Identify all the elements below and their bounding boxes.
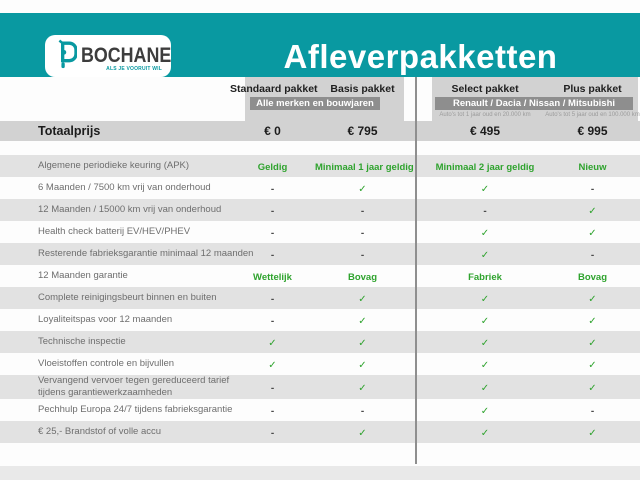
row-label: 12 Maanden garantie <box>38 270 128 282</box>
cell-basis <box>315 333 410 351</box>
cell-plus <box>545 378 640 396</box>
dash-icon: - <box>270 316 275 327</box>
cell-plus <box>545 179 640 197</box>
dash-icon: - <box>270 250 275 261</box>
table-row <box>0 399 640 421</box>
table-row <box>0 309 640 331</box>
cell-basis <box>315 289 410 307</box>
cell-basis <box>315 378 410 396</box>
badge-alle-merken: Alle merken en bouwjaren <box>250 97 380 110</box>
cell-select <box>425 245 545 263</box>
column-select-pakket: Select pakket <box>451 82 519 95</box>
dash-icon: - <box>360 228 365 239</box>
dash-icon: - <box>360 405 365 417</box>
logo-wordmark: BOCHANE <box>81 44 172 67</box>
check-icon: ✓ <box>480 405 490 417</box>
cell-text: Nieuw <box>578 162 607 173</box>
dash-icon: - <box>590 405 595 417</box>
cell-plus <box>545 267 640 285</box>
cell-text: Bovag <box>347 272 378 283</box>
cell-select <box>425 355 545 373</box>
row-label: Vloeistoffen controle en bijvullen <box>38 358 175 370</box>
check-icon: ✓ <box>358 382 367 394</box>
price-plus: € 995 <box>577 124 608 138</box>
check-icon: ✓ <box>358 427 367 439</box>
column-plus-pakket: Plus pakket <box>563 82 622 95</box>
dash-icon: - <box>270 228 275 239</box>
rows-container <box>0 155 640 443</box>
cell-basis <box>315 245 410 263</box>
cell-select <box>425 401 545 419</box>
check-icon: ✓ <box>480 184 490 195</box>
check-icon: ✓ <box>588 382 597 394</box>
check-icon: ✓ <box>358 184 367 195</box>
row-label: 6 Maanden / 7500 km vrij van onderhoud <box>38 182 211 194</box>
check-icon: ✓ <box>480 228 490 239</box>
cell-select <box>425 311 545 329</box>
cell-basis <box>315 157 414 175</box>
cell-standaard <box>230 267 315 285</box>
badge-renault-dacia-nissan-mitsubishi: Renault / Dacia / Nissan / Mitsubishi <box>435 97 633 110</box>
dash-icon: - <box>590 184 595 195</box>
cell-select <box>425 201 545 219</box>
cell-plus <box>545 423 640 441</box>
check-icon: ✓ <box>588 427 597 439</box>
cell-select <box>425 157 545 175</box>
column-divider <box>415 77 417 464</box>
cell-standaard <box>230 157 315 175</box>
total-label: Totaalprijs <box>38 124 101 138</box>
total-price-row <box>0 122 640 140</box>
dash-icon: - <box>270 382 275 394</box>
check-icon: ✓ <box>358 294 367 305</box>
check-icon: ✓ <box>588 316 597 327</box>
table-row <box>0 199 640 221</box>
row-label: Pechhulp Europa 24/7 tijdens fabrieksgarantie <box>38 403 233 415</box>
logo-tagline: ALS JE VOORUIT WIL <box>106 66 162 72</box>
check-icon: ✓ <box>480 250 490 261</box>
cell-basis <box>315 223 410 241</box>
check-icon: ✓ <box>588 228 597 239</box>
cell-standaard <box>230 423 315 441</box>
check-icon: ✓ <box>480 338 490 349</box>
table-row <box>0 155 640 177</box>
check-icon: ✓ <box>480 427 490 439</box>
cell-select <box>425 223 545 241</box>
note-plus-pakket: Auto's tot 5 jaar oud en 100.000 km <box>545 112 640 118</box>
cell-select <box>425 423 545 441</box>
row-label: Loyaliteitspas voor 12 maanden <box>38 314 173 326</box>
dash-icon: - <box>270 405 275 417</box>
table-row <box>0 353 640 375</box>
cell-select <box>425 378 545 396</box>
table-row <box>0 421 640 443</box>
cell-select <box>425 333 545 351</box>
check-icon: ✓ <box>358 338 367 349</box>
cell-standaard <box>230 311 315 329</box>
cell-standaard <box>230 401 315 419</box>
cell-plus <box>545 223 640 241</box>
column-header-row <box>0 81 640 96</box>
check-icon: ✓ <box>268 360 277 371</box>
cell-standaard <box>230 378 315 396</box>
cell-text: Fabriek <box>468 272 502 283</box>
cell-text: Minimaal 2 jaar geldig <box>435 162 535 173</box>
check-icon: ✓ <box>480 294 490 305</box>
check-icon: ✓ <box>480 382 490 394</box>
table-row <box>0 331 640 353</box>
page-title: Afleverpakketten <box>283 38 558 75</box>
cell-select <box>425 267 545 285</box>
check-icon: ✓ <box>268 338 277 349</box>
price-basis: € 795 <box>347 124 378 138</box>
check-icon: ✓ <box>588 206 597 217</box>
cell-select <box>425 179 545 197</box>
header-bar <box>0 13 640 77</box>
cell-basis <box>315 311 410 329</box>
cell-text: Wettelijk <box>253 272 292 283</box>
check-icon: ✓ <box>480 316 490 327</box>
table-row <box>0 265 640 287</box>
cell-text: Minimaal 1 jaar geldig <box>315 162 414 173</box>
price-select: € 495 <box>469 124 501 138</box>
cell-basis <box>315 401 410 419</box>
dash-icon: - <box>360 206 365 217</box>
row-label: 12 Maanden / 15000 km vrij van onderhoud <box>38 204 222 216</box>
dash-icon: - <box>270 427 275 439</box>
check-icon: ✓ <box>588 360 597 371</box>
cell-basis <box>315 423 410 441</box>
row-label: Vervangend vervoer tegen gereduceerd tarief tijdens garantiewerkzaamheden <box>38 375 230 398</box>
check-icon: ✓ <box>358 360 367 371</box>
dash-icon: - <box>360 250 365 261</box>
row-label: Technische inspectie <box>38 336 126 348</box>
check-icon: ✓ <box>358 316 367 327</box>
cell-plus <box>545 245 640 263</box>
cell-standaard <box>230 355 315 373</box>
table-row <box>0 177 640 199</box>
cell-basis <box>315 355 410 373</box>
cell-plus <box>545 201 640 219</box>
cell-plus <box>545 311 640 329</box>
row-label: Algemene periodieke keuring (APK) <box>38 160 190 172</box>
cell-standaard <box>230 333 315 351</box>
check-icon: ✓ <box>480 360 490 371</box>
row-label: Resterende fabrieksgarantie minimaal 12 maanden <box>38 248 254 260</box>
cell-plus <box>545 401 640 419</box>
dash-icon: - <box>270 206 275 217</box>
cell-standaard <box>230 245 315 263</box>
cell-standaard <box>230 289 315 307</box>
note-select-pakket: Auto's tot 1 jaar oud en 20.000 km <box>439 112 531 118</box>
cell-plus <box>545 333 640 351</box>
cell-plus <box>545 157 640 175</box>
dash-icon: - <box>590 250 595 261</box>
bochane-logo <box>45 35 171 77</box>
cell-basis <box>315 179 410 197</box>
table-row <box>0 243 640 265</box>
cell-plus <box>545 355 640 373</box>
column-standaard-pakket: Standaard pakket <box>230 82 318 95</box>
bottom-band <box>0 466 640 480</box>
dash-icon: - <box>270 294 275 305</box>
dash-icon: - <box>483 206 487 217</box>
column-basis-pakket: Basis pakket <box>330 82 395 95</box>
row-label: Complete reinigingsbeurt binnen en buiten <box>38 292 217 304</box>
cell-standaard <box>230 179 315 197</box>
check-icon: ✓ <box>588 338 597 349</box>
cell-plus <box>545 289 640 307</box>
bochane-b-icon <box>55 39 77 74</box>
check-icon: ✓ <box>588 294 597 305</box>
row-label: Health check batterij EV/HEV/PHEV <box>38 226 191 238</box>
dash-icon: - <box>270 184 275 195</box>
table-row <box>0 287 640 309</box>
cell-text: Bovag <box>577 272 608 283</box>
cell-standaard <box>230 223 315 241</box>
cell-standaard <box>230 201 315 219</box>
cell-text: Geldig <box>257 162 288 173</box>
row-label: € 25,- Brandstof of volle accu <box>38 425 162 437</box>
cell-basis <box>315 267 410 285</box>
table-row <box>0 375 640 399</box>
price-standaard: € 0 <box>264 124 281 138</box>
table-row <box>0 221 640 243</box>
cell-basis <box>315 201 410 219</box>
cell-select <box>425 289 545 307</box>
